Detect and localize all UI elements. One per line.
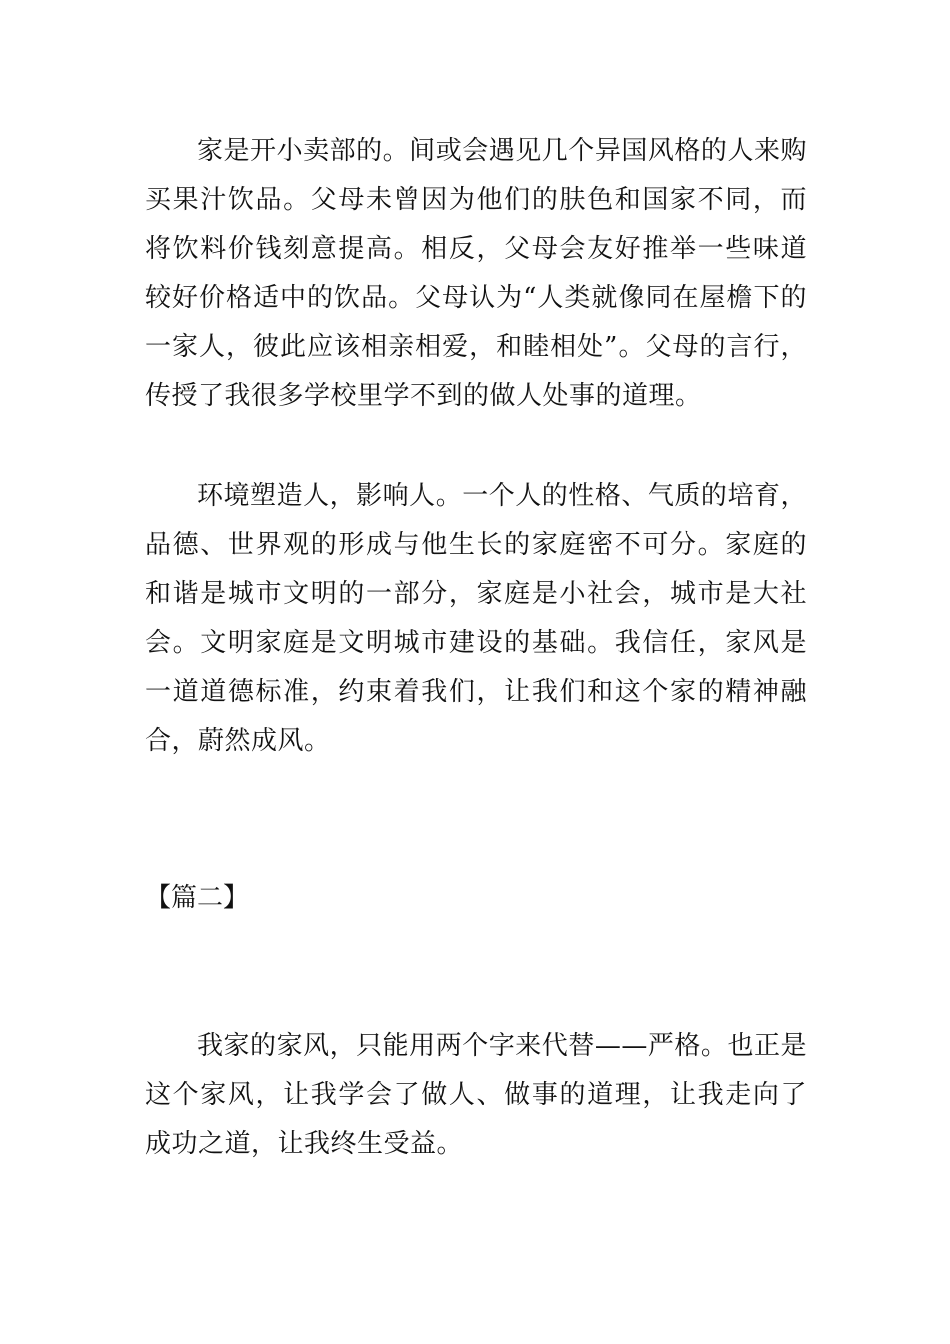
section-heading: 【篇二】 [145, 883, 250, 913]
paragraph-strict-family-style: 我家的家风，只能用两个字来代替——严格。也正是这个家风，让我学会了做人、做事的道理，让我走向了成功之道，让我终生受益。 [145, 1031, 807, 1159]
paragraph-environment: 环境塑造人，影响人。一个人的性格、气质的培育，品德、世界观的形成与他生长的家庭密不可分。家庭的和谐是城市文明的一部分，家庭是小社会，城市是大社会。文明家庭是文明城市建设的基础。我信任，家风是一道道德标准，约束着我们，让我们和这个家的精神融合，蔚然成风。 [145, 481, 807, 756]
paragraph-family-shop: 家是开小卖部的。间或会遇见几个异国风格的人来购买果汁饮品。父母未曾因为他们的肤色和国家不同，而将饮料价钱刻意提高。相反，父母会友好推举一些味道较好价格适中的饮品。父母认为“人类就像同在屋檐下的一家人，彼此应该相亲相爱，和睦相处”。父母的言行，传授了我很多学校里学不到的做人处事的道理。 [145, 136, 807, 411]
